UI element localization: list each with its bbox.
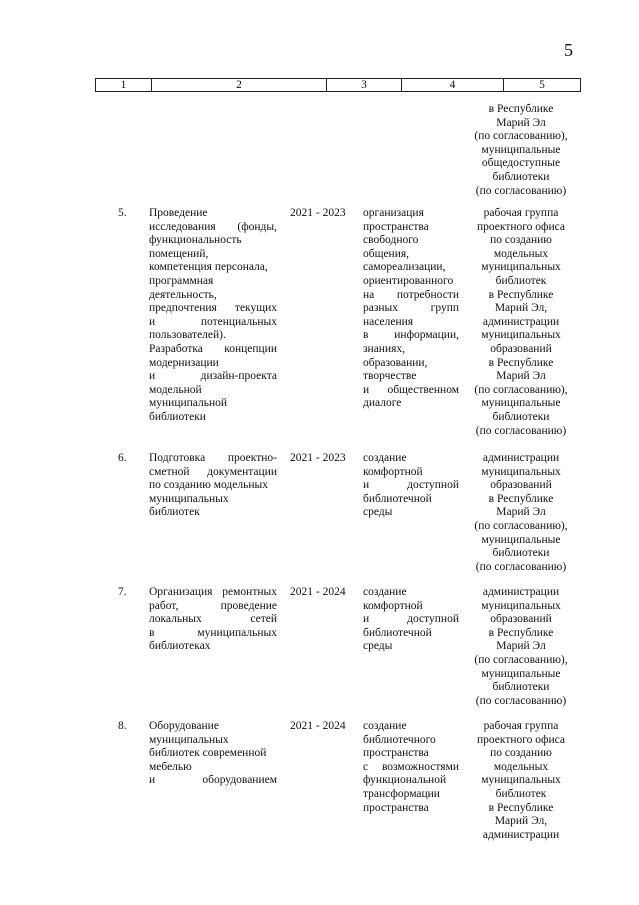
- executors-cell: [466, 207, 576, 438]
- page-number: 5: [564, 40, 573, 60]
- result-line: ориентированного: [363, 274, 454, 287]
- result-line: общения,: [363, 247, 410, 260]
- column-header-1: 1: [96, 79, 152, 92]
- activity-line: Организация ремонтных: [149, 586, 277, 598]
- table-row: [0, 586, 639, 720]
- activity-line: библиотеках: [149, 640, 211, 653]
- text-line: общедоступные: [481, 157, 561, 170]
- executor-line: библиотек: [495, 787, 547, 800]
- result-line: пространства: [363, 220, 429, 233]
- executor-line: библиотеки: [492, 547, 550, 560]
- executor-line: администрации: [482, 315, 560, 328]
- period-cell: 2021 - 2024: [290, 586, 346, 598]
- result-line: создание: [363, 452, 407, 464]
- executor-line: Марий Эл,: [494, 302, 548, 315]
- activity-cell: [149, 207, 277, 425]
- executor-line: в Республике: [488, 626, 554, 639]
- executor-line: (по согласованию): [475, 560, 567, 573]
- executor-line: муниципальные: [481, 397, 561, 410]
- activity-line: Оборудование: [149, 720, 219, 732]
- executor-line: администрации: [482, 586, 560, 598]
- executor-line: библиотек: [495, 274, 547, 287]
- row-number: 5.: [118, 207, 127, 219]
- result-line: знаниях,: [363, 342, 406, 355]
- executor-line: администрации: [482, 452, 560, 464]
- executor-line: Марий Эл: [496, 640, 546, 653]
- activity-line: программная: [149, 274, 214, 287]
- executor-line: по созданию: [490, 234, 552, 247]
- executor-line: в Республике: [488, 492, 554, 505]
- executor-line: модельных: [493, 760, 549, 773]
- result-line: с возможностями: [363, 760, 459, 773]
- result-line: создание: [363, 586, 407, 598]
- table-body: [0, 103, 639, 880]
- period-cell: 2021 - 2024: [290, 720, 346, 732]
- column-header-2: 2: [152, 79, 327, 92]
- continuation-executors: [466, 103, 576, 198]
- activity-line: сметной документации: [149, 465, 277, 478]
- activity-line: и дизайн-проекта: [149, 370, 277, 383]
- result-line: среды: [363, 506, 393, 519]
- executor-line: муниципальные: [481, 667, 561, 680]
- executor-line: муниципальных: [481, 599, 561, 612]
- result-line: библиотечной: [363, 492, 432, 505]
- executor-line: Марий Эл: [496, 370, 546, 383]
- text-line: Марий Эл: [496, 116, 546, 129]
- period-cell: 2021 - 2023: [290, 207, 346, 219]
- result-line: образовании,: [363, 356, 428, 369]
- result-line: функциональной: [363, 774, 447, 787]
- result-cell: [363, 207, 459, 411]
- executors-cell: [466, 720, 576, 842]
- executor-line: (по согласованию),: [474, 383, 568, 396]
- continuation-row: [0, 103, 639, 207]
- executor-line: муниципальных: [481, 465, 561, 478]
- activity-line: Подготовка проектно-: [149, 452, 277, 464]
- result-line: творчестве: [363, 370, 417, 383]
- result-line: диалоге: [363, 397, 402, 410]
- result-line: в информации,: [363, 329, 459, 342]
- column-header-4: 4: [402, 79, 504, 92]
- result-line: и общественном: [363, 383, 459, 396]
- executor-line: библиотеки: [492, 410, 550, 423]
- result-cell: [363, 586, 459, 654]
- result-line: населения: [363, 315, 414, 328]
- result-line: и доступной: [363, 613, 459, 626]
- executor-line: проектного офиса: [476, 220, 566, 233]
- result-line: среды: [363, 640, 393, 653]
- executor-line: муниципальные: [481, 533, 561, 546]
- activity-cell: [149, 586, 277, 654]
- executor-line: модельных: [493, 247, 549, 260]
- executors-cell: [466, 586, 576, 708]
- activity-line: библиотек: [149, 506, 200, 519]
- result-line: на потребности: [363, 288, 459, 301]
- activity-line: исследования (фонды,: [149, 220, 277, 233]
- executor-line: рабочая группа: [483, 720, 559, 732]
- column-header-5: 5: [504, 79, 581, 92]
- activity-cell: [149, 452, 277, 520]
- table-row: [0, 207, 639, 452]
- row-number: 8.: [118, 720, 127, 732]
- column-header-row: [96, 79, 581, 92]
- result-line: пространства: [363, 747, 429, 760]
- executor-line: муниципальных: [481, 329, 561, 342]
- activity-line: библиотек современной: [149, 747, 267, 760]
- executor-line: образований: [490, 613, 552, 626]
- activity-line: деятельность,: [149, 288, 217, 301]
- executor-line: (по согласованию): [475, 694, 567, 707]
- activity-line: предпочтения текущих: [149, 302, 277, 315]
- result-line: самореализации,: [363, 261, 446, 274]
- row-number: 7.: [118, 586, 127, 598]
- period-cell: 2021 - 2023: [290, 452, 346, 464]
- result-line: организация: [363, 207, 424, 219]
- executors-cell: [466, 452, 576, 574]
- activity-line: помещений,: [149, 247, 209, 260]
- activity-line: муниципальных: [149, 733, 229, 746]
- result-line: свободного: [363, 234, 419, 247]
- result-cell: [363, 720, 459, 815]
- activity-line: в муниципальных: [149, 626, 277, 639]
- activity-line: функциональность: [149, 234, 242, 247]
- result-line: библиотечной: [363, 626, 432, 639]
- activity-line: и потенциальных: [149, 315, 277, 328]
- result-line: создание: [363, 720, 407, 732]
- result-line: пространства: [363, 801, 429, 814]
- column-header-table: [95, 78, 581, 92]
- activity-line: компетенция персонала,: [149, 261, 268, 274]
- text-line: библиотеки: [492, 170, 550, 183]
- activity-line: модельной: [149, 383, 202, 396]
- activity-line: библиотеки: [149, 410, 206, 423]
- result-line: комфортной: [363, 599, 423, 612]
- table-row: [0, 452, 639, 586]
- result-cell: [363, 452, 459, 520]
- activity-line: модернизации: [149, 356, 219, 369]
- activity-line: локальных сетей: [149, 613, 277, 626]
- activity-line: Проведение: [149, 207, 208, 219]
- table-row: [0, 720, 639, 880]
- result-line: трансформации: [363, 787, 440, 800]
- executor-line: (по согласованию),: [474, 519, 568, 532]
- text-line: муниципальные: [481, 143, 561, 156]
- activity-line: муниципальных: [149, 492, 229, 505]
- executor-line: (по согласованию): [475, 424, 567, 437]
- activity-line: по созданию модельных: [149, 479, 268, 492]
- activity-cell: [149, 720, 277, 788]
- executor-line: образований: [490, 479, 552, 492]
- executor-line: образований: [490, 342, 552, 355]
- executor-line: библиотеки: [492, 681, 550, 694]
- activity-line: Разработка концепции: [149, 342, 277, 355]
- result-line: разных групп: [363, 302, 459, 315]
- executor-line: Марий Эл,: [494, 815, 548, 828]
- executor-line: в Республике: [488, 356, 554, 369]
- result-line: и доступной: [363, 479, 459, 492]
- result-line: библиотечного: [363, 733, 436, 746]
- result-line: комфортной: [363, 465, 423, 478]
- executor-line: Марий Эл: [496, 506, 546, 519]
- executor-line: в Республике: [488, 288, 554, 301]
- column-header-3: 3: [327, 79, 402, 92]
- executor-line: по созданию: [490, 747, 552, 760]
- activity-line: и оборудованием: [149, 774, 277, 787]
- executor-line: (по согласованию),: [474, 653, 568, 666]
- executor-line: проектного офиса: [476, 733, 566, 746]
- row-number: 6.: [118, 452, 127, 464]
- text-line: (по согласованию),: [474, 130, 568, 143]
- executor-line: администрации: [482, 828, 560, 841]
- activity-line: мебелью: [149, 760, 192, 773]
- activity-line: муниципальной: [149, 397, 228, 410]
- executor-line: муниципальных: [481, 774, 561, 787]
- executor-line: в Республике: [488, 801, 554, 814]
- activity-line: пользователей).: [149, 329, 226, 342]
- text-line: в Республике: [488, 103, 554, 115]
- text-line: (по согласованию): [475, 184, 567, 197]
- executor-line: рабочая группа: [483, 207, 559, 219]
- activity-line: работ, проведение: [149, 599, 277, 612]
- executor-line: муниципальных: [481, 261, 561, 274]
